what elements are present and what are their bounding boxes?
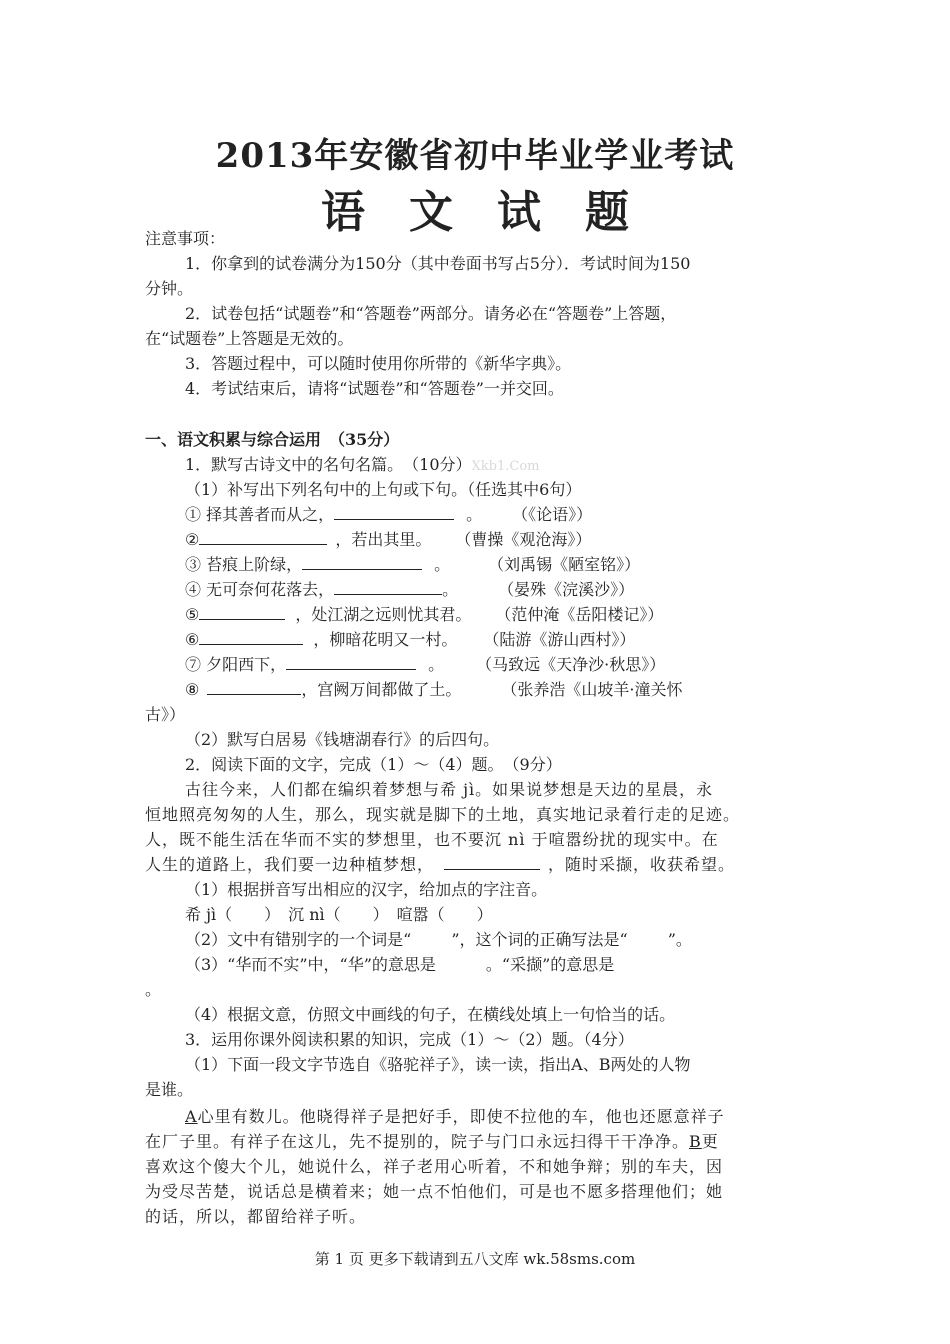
passage-line: 人，既不能生活在华而不实的梦想里，也不要沉 nì 于喧嚣纷扰的现实中。在 xyxy=(145,830,719,849)
answer-blank[interactable] xyxy=(199,528,327,545)
list-item: ⑥ ，柳暗花明又一村。 （陆游《游山西村》） xyxy=(185,630,636,649)
answer-blank[interactable] xyxy=(334,503,454,520)
answer-blank[interactable] xyxy=(334,578,442,595)
question-2-1: （1）根据拼音写出相应的汉字，给加点的字注音。 xyxy=(185,880,548,899)
passage-line: 人生的道路上，我们要一边种植梦想， ，随时采撷，收获希望。 xyxy=(145,855,736,874)
passage-line: 古往今来，人们都在编织着梦想与希 jì。如果说梦想是天边的星晨，永 xyxy=(185,780,714,799)
excerpt-line: A心里有数儿。他晓得祥子是把好手，即使不拉他的车，他也还愿意祥子 xyxy=(185,1107,725,1126)
list-item: ② ，若出其里。 （曹操《观沧海》） xyxy=(185,530,592,549)
excerpt-line: 的话，所以，都留给祥子听。 xyxy=(145,1207,367,1226)
answer-blank[interactable] xyxy=(199,603,285,620)
page-footer: 第 1 页 更多下载请到五八文库 wk.58sms.com xyxy=(314,1250,636,1268)
notice-2: 2．试卷包括“试题卷”和“答题卷”两部分。请务必在“答题卷”上答题， xyxy=(185,304,677,323)
notice-4: 4．考试结束后，请将“试题卷”和“答题卷”一并交回。 xyxy=(185,379,564,398)
list-item: ① 择其善者而从之， 。 （《论语》） xyxy=(185,505,593,524)
question-3: 3．运用你课外阅读积累的知识，完成（1）～（2）题。（4分） xyxy=(185,1030,634,1049)
list-item: ⑦ 夕阳西下， 。 （马致远《天净沙·秋思》） xyxy=(185,655,666,674)
list-item: ④ 无可奈何花落去， 。 （晏殊《浣溪沙》） xyxy=(185,580,635,599)
excerpt-line: 为受尽苦楚，说话总是横着来；她一点不怕他们，可是也不愿多搭理他们；她 xyxy=(145,1182,724,1201)
mark-b: B xyxy=(689,1132,702,1151)
excerpt-line: 喜欢这个傻大个儿，她说什么，祥子老用心听着，不和她争辩；别的车夫，因 xyxy=(145,1157,724,1176)
excerpt-line: 在厂子里。有祥子在这儿，先不提别的，院子与门口永远扫得干干净净。B更 xyxy=(145,1132,719,1151)
question-3-1-cont: 是谁。 xyxy=(145,1080,194,1099)
question-1-1: （1）补写出下列名句中的上句或下句。（任选其中6句） xyxy=(185,480,582,499)
answer-blank[interactable] xyxy=(444,853,540,870)
question-2-4: （4）根据文意，仿照文中画线的句子，在横线处填上一句恰当的话。 xyxy=(185,1005,676,1024)
question-1: 1．默写古诗文中的名句名篇。 （10分）Xkb1.Com xyxy=(185,455,540,474)
list-item-cont: 古》） xyxy=(145,705,186,724)
mark-a: A xyxy=(185,1107,198,1126)
answer-blank[interactable] xyxy=(207,678,301,695)
question-2-2: （2）文中有错别字的一个词是“ ”，这个词的正确写法是“ ”。 xyxy=(185,930,692,949)
list-item: ⑧ ，宫阙万间都做了土。 （张养浩《山坡羊·潼关怀 xyxy=(185,680,683,699)
notice-heading: 注意事项： xyxy=(145,229,226,248)
watermark-text: Xkb1.Com xyxy=(471,459,540,474)
list-item: ③ 苔痕上阶绿， 。 （刘禹锡《陋室铭》） xyxy=(185,555,641,574)
notice-3: 3．答题过程中，可以随时使用你所带的《新华字典》。 xyxy=(185,354,572,373)
question-3-1: （1）下面一段文字节选自《骆驼祥子》，读一读，指出A、B两处的人物 xyxy=(185,1055,691,1074)
list-item: ⑤ ，处江湖之远则忧其君。 （范仲淹《岳阳楼记》） xyxy=(185,605,664,624)
notice-1-cont: 分钟。 xyxy=(145,279,194,298)
exam-title: 2013年安徽省初中毕业学业考试 xyxy=(215,136,735,176)
notice-1: 1．你拿到的试卷满分为150分（其中卷面书写占5分）．考试时间为150 xyxy=(185,254,691,273)
pinyin-line: 希 jì（ ） 沉 nì（ ） 喧嚣（ ） xyxy=(185,905,493,924)
question-2: 2．阅读下面的文字，完成（1）～（4）题。 （9分） xyxy=(185,755,562,774)
answer-blank[interactable] xyxy=(199,628,303,645)
notice-2-cont: 在“试题卷”上答题是无效的。 xyxy=(145,329,354,348)
question-2-3-cont: 。 xyxy=(145,980,162,999)
question-2-3: （3）“华而不实”中，“华”的意思是 。“采撷”的意思是 xyxy=(185,955,615,974)
answer-blank[interactable] xyxy=(286,653,416,670)
answer-blank[interactable] xyxy=(302,553,422,570)
subject-title: 语 文 试 题 xyxy=(321,187,629,238)
section-heading: 一、语文积累与综合运用 （35分） xyxy=(145,430,400,449)
question-1-2: （2）默写白居易《钱塘湖春行》的后四句。 xyxy=(185,730,500,749)
passage-line: 恒地照亮匆匆的人生，那么，现实就是脚下的土地，真实地记录着行走的足迹。 xyxy=(145,805,741,824)
